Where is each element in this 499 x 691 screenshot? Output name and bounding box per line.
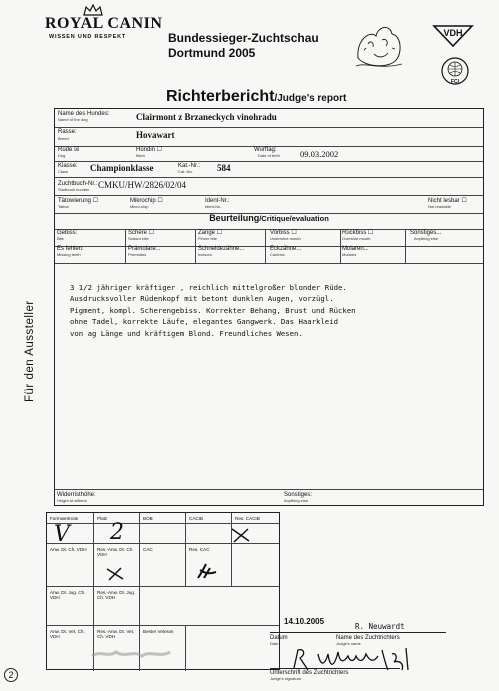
jug-ch-vdh-label: Anw. Dt. Jug. Ch. VDH bbox=[50, 590, 86, 601]
brand-tagline: WISSEN UND RESPEKT bbox=[49, 34, 127, 40]
bite-sublabel: Bite bbox=[57, 236, 64, 241]
best-veteran-label: Bester Veteran bbox=[143, 629, 174, 634]
canines-label: Eckzähne... bbox=[270, 246, 302, 252]
height-sublabel: Height at withers bbox=[57, 498, 87, 503]
undershot-sublabel: Undershot mouth bbox=[270, 236, 301, 241]
other-label: Sonstiges: bbox=[284, 492, 313, 498]
overshot-sublabel: Overshot mouth bbox=[342, 236, 371, 241]
male-sublabel: Dog bbox=[58, 153, 66, 158]
svg-text:FCI: FCI bbox=[450, 79, 460, 85]
cacib-header: CACIB bbox=[189, 516, 204, 521]
grade-header: Formwertnote bbox=[50, 516, 79, 521]
height-label: Widerristhöhe: bbox=[57, 492, 96, 498]
report-title: Richterbericht/Judge's report bbox=[166, 88, 347, 105]
canines-sublabel: Canines bbox=[270, 252, 285, 257]
show-title: Bundessieger-Zuchtschau Dortmund 2005 bbox=[168, 31, 319, 61]
res-cac-label: Res. CAC bbox=[189, 547, 210, 552]
other-sublabel: Anything else bbox=[284, 498, 309, 503]
dog-name-label: Name des Hundes: bbox=[58, 111, 110, 117]
res-cacib-header: Res. CACIB bbox=[235, 516, 260, 521]
premolars-label: Prämolare... bbox=[128, 246, 161, 252]
scissor-checkbox: Schere ☐ bbox=[128, 230, 155, 236]
res-vet-ch-vdh-label: Res.-Anw. Dt. Vet. Ch. VDH bbox=[97, 629, 135, 640]
svg-text:VDH: VDH bbox=[443, 28, 463, 38]
breed-sublabel: Breed bbox=[58, 136, 69, 141]
faded-stamp bbox=[90, 648, 172, 660]
judge-date-value: 14.10.2005 bbox=[284, 617, 325, 626]
judge-name-line bbox=[336, 632, 446, 633]
vdh-logo bbox=[432, 22, 474, 48]
pincer-checkbox: Zange ☐ bbox=[198, 230, 223, 236]
signature-label: Unterschrift des Zuchtrichters bbox=[270, 670, 349, 676]
microchip-checkbox: Mikrochip ☐ bbox=[130, 198, 163, 204]
female-checkbox: Hündin ☐ bbox=[136, 147, 163, 153]
missing-teeth-label: Es fehlen: bbox=[57, 246, 84, 252]
cat-value: 584 bbox=[217, 163, 231, 173]
molars-label: Molaren... bbox=[342, 246, 369, 252]
dob-value: 09.03.2002 bbox=[300, 149, 339, 159]
bite-label: Gebiss: bbox=[57, 230, 78, 236]
brand-logo: ROYAL CANIN bbox=[45, 15, 163, 32]
date-sublabel: Date bbox=[270, 641, 279, 646]
premolars-sublabel: Premolars bbox=[128, 252, 147, 257]
cat-sublabel: Cat.-No. bbox=[178, 169, 193, 174]
signature-sublabel: Judge's signature bbox=[270, 676, 302, 681]
bite-other-label: Sonstiges... bbox=[410, 230, 442, 236]
breed-label: Rasse: bbox=[58, 129, 77, 135]
cross-mark-icon bbox=[194, 562, 218, 582]
dog-name-sublabel: Name of the dog bbox=[58, 117, 88, 122]
class-value: Championklasse bbox=[90, 163, 154, 173]
place-header: Platz bbox=[97, 516, 108, 521]
overshot-checkbox: Rückbiss ☐ bbox=[342, 230, 374, 236]
female-sublabel: Bitch bbox=[136, 153, 145, 158]
dob-sublabel: Date of birth bbox=[258, 153, 280, 158]
cac-label: CAC bbox=[143, 547, 153, 552]
exhibitor-copy-label: Für den Aussteller bbox=[24, 300, 36, 402]
vet-ch-vdh-label: Anw. Dt. Vet. Ch. VDH bbox=[50, 629, 85, 640]
dob-label: Wurftag: bbox=[254, 147, 277, 153]
missing-teeth-sublabel: Missing teeth bbox=[57, 252, 81, 257]
ch-vdh-label: Anw. Dt. Ch. VDH bbox=[50, 547, 87, 552]
incisors-label: Schneidezähne... bbox=[198, 246, 245, 252]
studbook-label: Zuchtbuch-Nr.: bbox=[58, 181, 98, 187]
studbook-value: CMKU/HW/2826/02/04 bbox=[98, 180, 187, 190]
tattoo-sublabel: Tattoo bbox=[58, 204, 69, 209]
cross-mark-icon bbox=[230, 527, 252, 543]
class-label: Klasse: bbox=[58, 163, 78, 169]
grade-value: V bbox=[54, 522, 70, 547]
judge-name-label: Name des Zuchtrichters bbox=[336, 635, 400, 641]
cat-label: Kat.-Nr.: bbox=[178, 163, 201, 169]
not-readable-checkbox: Nicht lesbar ☐ bbox=[428, 198, 467, 204]
page-number: 2 bbox=[4, 668, 18, 682]
molars-sublabel: Molares bbox=[342, 252, 357, 257]
microchip-sublabel: Micro-chip bbox=[130, 204, 149, 209]
ident-sublabel: Ident-No. bbox=[205, 204, 222, 209]
class-sublabel: Class bbox=[58, 169, 69, 174]
dog-name-value: Clairmont z Brzaneckych vinohradu bbox=[136, 112, 277, 122]
res-ch-vdh-label: Res.-Anw. Dt. Ch. VDH bbox=[97, 547, 134, 558]
bob-header: BOB bbox=[143, 516, 153, 521]
pincer-sublabel: Pincer bite bbox=[198, 236, 217, 241]
bite-other-sublabel: Anything else bbox=[414, 236, 439, 241]
dog-sketch-logo bbox=[352, 20, 406, 72]
breed-value: Hovawart bbox=[136, 130, 175, 140]
fci-logo bbox=[440, 56, 470, 86]
res-jug-ch-vdh-label: Res.-Anw. Dt. Jug. Ch. VDH bbox=[97, 590, 136, 601]
incisors-sublabel: Incisors bbox=[198, 252, 212, 257]
date-line bbox=[270, 632, 340, 633]
studbook-sublabel: Studbook number bbox=[58, 187, 90, 192]
scissor-sublabel: Scissor bite bbox=[128, 236, 149, 241]
male-checkbox: Rüde ☒ bbox=[58, 147, 80, 153]
not-readable-sublabel: Not readable bbox=[428, 204, 451, 209]
undershot-checkbox: Vorbiss ☐ bbox=[270, 230, 297, 236]
tattoo-checkbox: Tätowierung ☐ bbox=[58, 198, 99, 204]
place-value: 2 bbox=[110, 520, 124, 545]
judge-name-sublabel: Judge's name bbox=[336, 641, 361, 646]
date-label: Datum bbox=[270, 635, 288, 641]
judge-name-value: R. Neuwardt bbox=[355, 622, 405, 631]
signature-line bbox=[270, 668, 400, 669]
critique-heading: Beurteilung/Critique/evaluation bbox=[209, 213, 329, 223]
critique-text: 3 1/2 jähriger kräftiger , reichlich mittelgroßer blonder Rüde. Ausdrucksvoller Rüdenkopf mit betont dunklen Augen, vorzügl. Pigment, kompl. Scherengebiss. Korrekter Behang, Brust und Rücken ohne Tadel, korrekte Läufe, elegantes Gangwerk. Das Haarkleid von ag Länge und kräftigem Blond. Freundliches Wesen. bbox=[70, 283, 356, 338]
cross-mark-icon bbox=[104, 566, 126, 582]
ident-label: Ident-Nr.: bbox=[205, 198, 230, 204]
